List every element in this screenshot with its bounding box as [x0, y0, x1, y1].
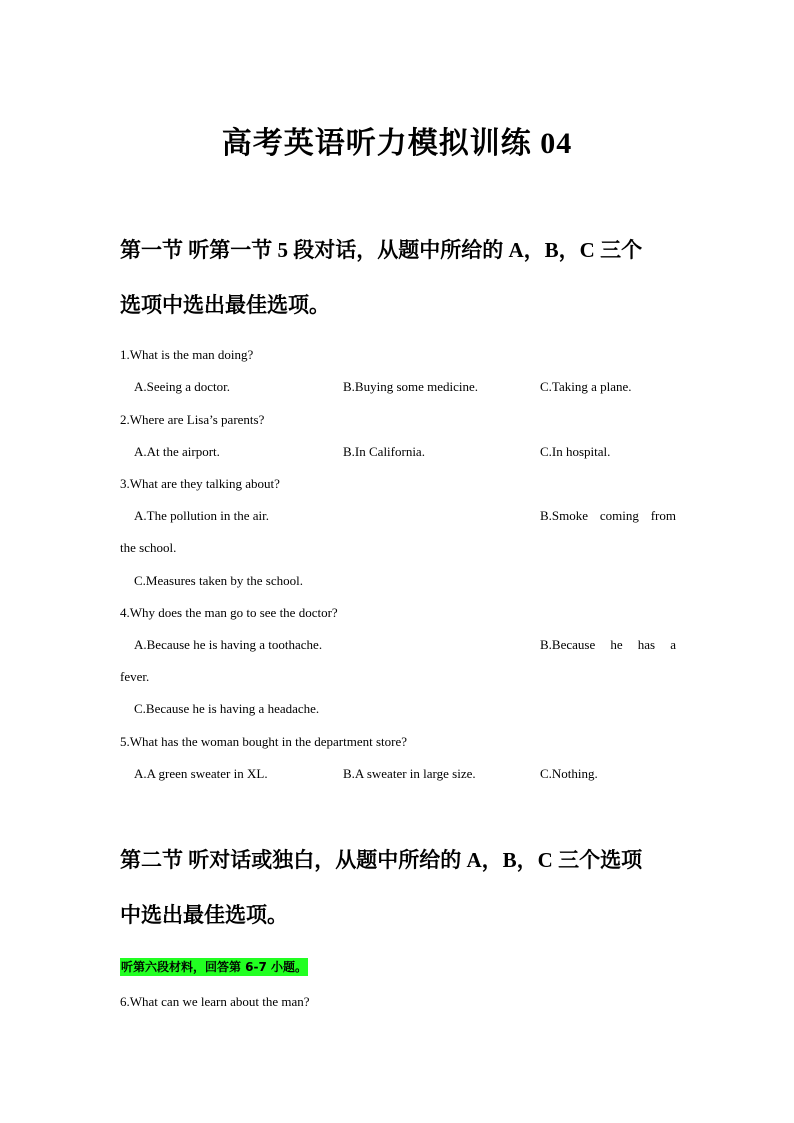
q2-option-a: A.At the airport.	[134, 444, 220, 459]
section2-heading-line2: 中选出最佳选项。	[120, 903, 288, 927]
q3-option-b-word: B.Smoke	[540, 508, 589, 523]
section1-heading-line2: 选项中选出最佳选项。	[120, 293, 330, 317]
q3-option-b-wrap: the school.	[120, 540, 177, 555]
q4-option-b-word: B.Because	[540, 637, 596, 652]
question-6: 6.What can we learn about the man?	[120, 994, 310, 1009]
q5-option-a: A.A green sweater in XL.	[134, 766, 268, 781]
q4-option-b-word: has	[637, 637, 656, 652]
q1-option-c: C.Taking a plane.	[540, 379, 632, 394]
section2-heading-line1: 第二节 听对话或独白，从题中所给的 A，B，C 三个选项	[120, 848, 643, 872]
question-2: 2.Where are Lisa’s parents?	[120, 412, 265, 427]
section2-heading	[120, 833, 676, 943]
section1-heading	[120, 223, 676, 333]
q5-option-c: C.Nothing.	[540, 766, 598, 781]
question-4: 4.Why does the man go to see the doctor?	[120, 605, 338, 620]
highlighted-instruction: 听第六段材料，回答第 6-7 小题。	[121, 960, 308, 974]
q4-option-c: C.Because he is having a headache.	[134, 701, 320, 716]
q3-option-b-word: from	[650, 508, 676, 523]
q1-option-b: B.Buying some medicine.	[343, 379, 479, 394]
q2-option-c: C.In hospital.	[540, 444, 611, 459]
page-title: 高考英语听力模拟训练 04	[221, 127, 573, 160]
q1-option-a: A.Seeing a doctor.	[134, 379, 231, 394]
q4-option-b-word: he	[610, 637, 623, 652]
question-1: 1.What is the man doing?	[120, 347, 254, 362]
q4-option-b-word: a	[670, 637, 676, 652]
q3-option-b	[540, 506, 676, 526]
section1-heading-line1: 第一节 听第一节 5 段对话，从题中所给的 A，B，C 三个	[120, 238, 643, 262]
q4-option-b-wrap: fever.	[120, 669, 150, 684]
q3-option-c: C.Measures taken by the school.	[134, 573, 303, 588]
question-3: 3.What are they talking about?	[120, 476, 280, 491]
q5-option-b: B.A sweater in large size.	[343, 766, 476, 781]
q3-option-b-word: coming	[599, 508, 639, 523]
q3-option-a: A.The pollution in the air.	[134, 508, 270, 523]
q2-option-b: B.In California.	[343, 444, 425, 459]
q4-option-b	[540, 635, 676, 655]
question-5: 5.What has the woman bought in the department store?	[120, 734, 408, 749]
q4-option-a: A.Because he is having a toothache.	[134, 637, 323, 652]
